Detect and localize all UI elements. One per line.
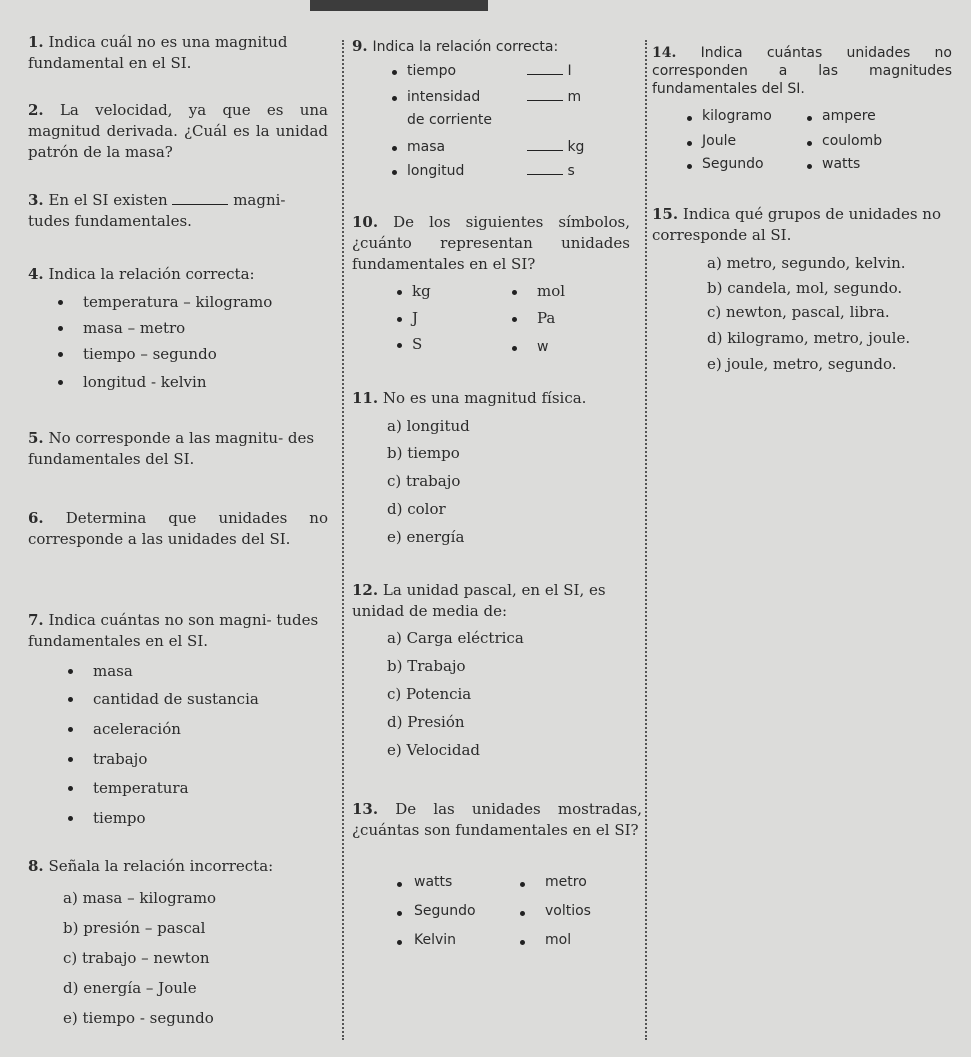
option-d[interactable]: d) Presión [387,713,465,731]
question-8: 8. Señala la relación incorrecta: [28,857,274,875]
bullet-icon [512,290,517,295]
bullet-icon [807,164,812,169]
bullet-icon [58,326,63,331]
question-10: 10. De los siguientes símbolos, ¿cuánto representan unidades fundamentales en el SI? [352,213,630,273]
list-item: temperatura – kilogramo [83,293,273,311]
option-e[interactable]: e) energía [387,528,465,546]
list-item: temperatura [93,779,189,797]
bullet-icon [687,116,692,121]
list-item: masa – metro [83,319,186,337]
question-4: 4. Indica la relación correcta: [28,265,255,283]
answer-blank[interactable]: kg [527,137,584,157]
bullet-icon [520,940,525,945]
option-e[interactable]: e) joule, metro, segundo. [707,355,897,373]
column-right: 14. Indica cuántas unidades no corresponden a las magnitudes fundamentales del SI. kilogramo ampere Joule coulomb Segundo watts 15. Indica qué grupos de unidades no corresponde al SI. a) metro, segundo, kelvin. b) candela, mol, segundo. c) newton, pascal, libra. d) kilogramo, metro, joule. e) joule, metro, segundo. [652,0,957,1057]
bullet-icon [58,352,63,357]
column-divider [645,40,647,1040]
option-c[interactable]: c) newton, pascal, libra. [707,303,890,321]
option-c[interactable]: c) trabajo – newton [63,949,210,967]
option-d[interactable]: d) energía – Joule [63,979,197,997]
bullet-icon [687,141,692,146]
option-c[interactable]: c) trabajo [387,472,461,490]
option-a[interactable]: a) Carga eléctrica [387,629,524,647]
question-7: 7. Indica cuántas no son magni- tudes fundamentales en el SI. [28,611,319,650]
bullet-icon [397,911,402,916]
list-item: aceleración [93,720,181,738]
bullet-icon [392,146,397,151]
option-a[interactable]: a) masa – kilogramo [63,889,217,907]
bullet-icon [68,669,73,674]
answer-blank[interactable]: s [527,161,575,181]
bullet-icon [392,96,397,101]
option-e[interactable]: e) Velocidad [387,741,481,759]
bullet-icon [58,380,63,385]
question-14: 14. Indica cuántas unidades no corresponden a las magnitudes fundamentales del SI. [652,45,952,97]
column-divider [342,40,344,1040]
option-b[interactable]: b) Trabajo [387,657,466,675]
bullet-icon [392,170,397,175]
question-2-text: La velocidad, ya que es una magnitud derivada. ¿Cuál es la unidad patrón de la masa? [28,101,328,161]
bullet-icon [520,882,525,887]
bullet-icon [512,346,517,351]
question-9: 9. Indica la relación correcta: [352,37,559,55]
bullet-icon [807,116,812,121]
list-item: trabajo [93,750,148,768]
bullet-icon [397,343,402,348]
answer-blank[interactable] [172,192,228,205]
question-6: 6. Determina que unidades no corresponde a las unidades del SI. [28,509,328,548]
option-d[interactable]: d) kilogramo, metro, joule. [707,329,911,347]
bullet-icon [397,940,402,945]
option-a[interactable]: a) longitud [387,417,470,435]
bullet-icon [392,70,397,75]
answer-blank[interactable]: I [527,61,572,81]
question-3: 3. En el SI existen magni- tudes fundamentales. [28,191,286,230]
question-2: 2. La velocidad, ya que es una magnitud derivada. ¿Cuál es la unidad patrón de la masa? [28,101,328,161]
question-12: 12. La unidad pascal, en el SI, es unidad de media de: [352,581,606,620]
question-15: 15. Indica qué grupos de unidades no corresponde al SI. [652,205,941,244]
list-item: tiempo – segundo [83,345,217,363]
option-d[interactable]: d) color [387,500,446,518]
bullet-icon [68,786,73,791]
question-11: 11. No es una magnitud física. [352,389,587,407]
list-item: tiempo [93,809,146,827]
question-13: 13. De las unidades mostradas, ¿cuántas son fundamentales en el SI? [352,800,642,839]
option-c[interactable]: c) Potencia [387,685,472,703]
bullet-icon [68,757,73,762]
answer-blank[interactable]: m [527,87,581,107]
question-1: 1. Indica cuál no es una magnitud fundamental en el SI. [28,33,288,72]
option-b[interactable]: b) tiempo [387,444,460,462]
question-5: 5. No corresponde a las magnitu- des fundamentales del SI. [28,429,315,468]
column-middle: 9. Indica la relación correcta: tiempo I intensidad m de corriente masa kg longitud s 10. De los siguientes símbolos, ¿cuánto representan unidades fundamentales en el SI? kg mol J Pa S w 11. No es una magnitud física. a) longitud b) tiempo c) trabajo d) color e) energía 12. La unidad pascal, en el SI, es unidad de media de: a) Carga eléctrica b) Trabajo c) Potencia d) Presión e) Velocidad 13. De las unidades mostradas, ¿cuántas son fundamentales en el SI? watts metro Segundo voltios Kelvin mol [352,37,642,948]
question-1-text: Indica cuál no es una magnitud fundamental en el SI. [28,33,288,72]
bullet-icon [68,697,73,702]
bullet-icon [68,727,73,732]
bullet-icon [58,300,63,305]
bullet-icon [397,317,402,322]
list-item: masa [93,662,133,680]
bullet-icon [397,882,402,887]
option-a[interactable]: a) metro, segundo, kelvin. [707,254,906,272]
bullet-icon [520,911,525,916]
bullet-icon [68,816,73,821]
column-left [28,0,333,1057]
option-b[interactable]: b) presión – pascal [63,919,206,937]
bullet-icon [512,317,517,322]
list-item: cantidad de sustancia [93,690,259,708]
option-e[interactable]: e) tiempo - segundo [63,1009,214,1027]
bullet-icon [807,141,812,146]
option-b[interactable]: b) candela, mol, segundo. [707,279,903,297]
bullet-icon [687,164,692,169]
bullet-icon [397,290,402,295]
list-item: longitud - kelvin [83,373,207,391]
